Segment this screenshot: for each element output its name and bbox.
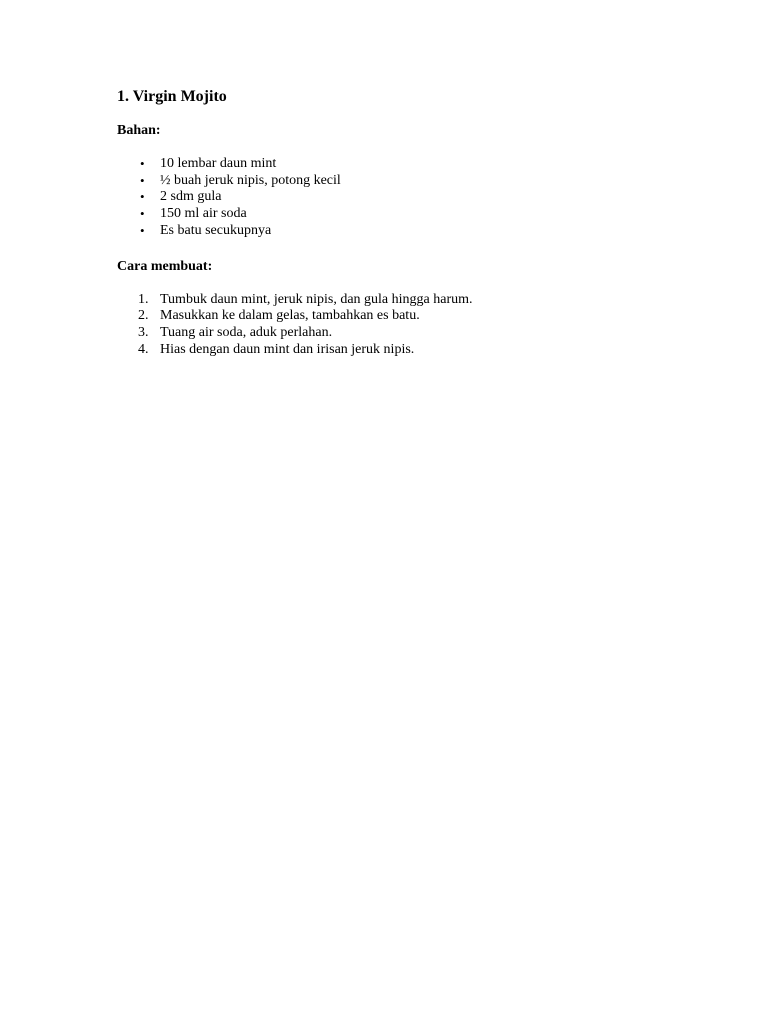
ingredient-text: 10 lembar daun mint bbox=[160, 156, 277, 171]
step-item bbox=[117, 325, 677, 342]
bullet-icon: • bbox=[140, 172, 145, 188]
steps-heading: Cara membuat: bbox=[117, 258, 213, 274]
ingredient-item bbox=[117, 173, 677, 190]
ingredient-item bbox=[117, 189, 677, 206]
ingredients-heading: Bahan: bbox=[117, 123, 161, 138]
steps-list bbox=[117, 292, 677, 359]
step-item bbox=[117, 308, 677, 325]
step-text: Masukkan ke dalam gelas, tambahkan es batu. bbox=[160, 308, 420, 324]
step-text: Tumbuk daun mint, jeruk nipis, dan gula hingga harum. bbox=[160, 291, 473, 307]
document-content bbox=[117, 86, 677, 358]
ingredient-item bbox=[117, 223, 677, 240]
recipe-title: 1. Virgin Mojito bbox=[117, 88, 227, 105]
step-number: 4. bbox=[138, 341, 149, 357]
step-item bbox=[117, 342, 677, 359]
bullet-icon: • bbox=[140, 206, 145, 222]
bullet-icon: • bbox=[140, 189, 145, 205]
step-text: Hias dengan daun mint dan irisan jeruk nipis. bbox=[160, 341, 415, 357]
step-item bbox=[117, 292, 677, 309]
ingredient-text: 150 ml air soda bbox=[160, 206, 247, 222]
bullet-icon: • bbox=[140, 222, 145, 238]
step-number: 2. bbox=[138, 308, 149, 324]
ingredient-text: 2 sdm gula bbox=[160, 189, 222, 205]
bullet-icon: • bbox=[140, 156, 145, 171]
ingredients-list bbox=[117, 156, 677, 240]
step-text: Tuang air soda, aduk perlahan. bbox=[160, 324, 333, 340]
ingredient-item bbox=[117, 156, 677, 173]
ingredient-text: ½ buah jeruk nipis, potong kecil bbox=[160, 172, 341, 188]
ingredient-item bbox=[117, 206, 677, 223]
step-number: 3. bbox=[138, 324, 149, 340]
step-number: 1. bbox=[138, 291, 149, 307]
ingredient-text: Es batu secukupnya bbox=[160, 222, 272, 238]
